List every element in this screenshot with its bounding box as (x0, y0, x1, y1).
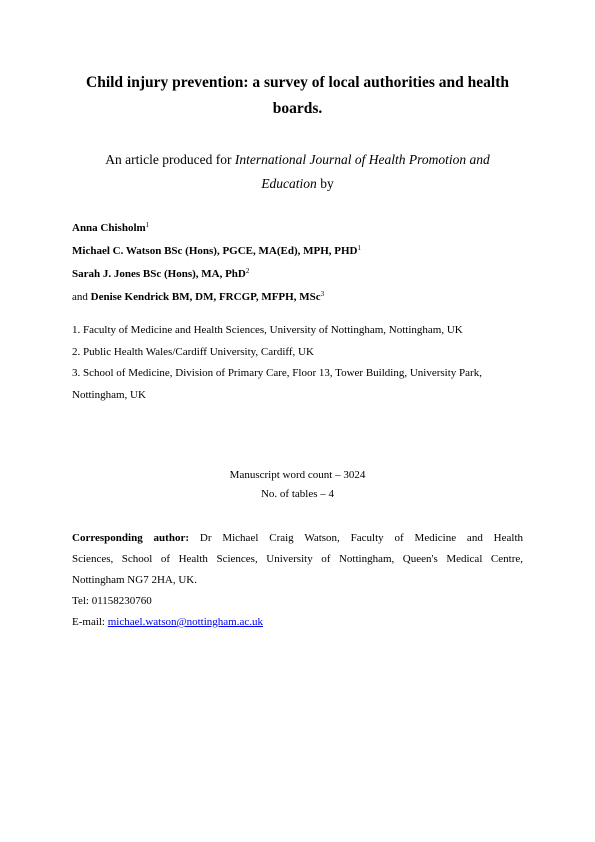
author-row (72, 263, 532, 286)
corresponding-author-label: Corresponding author: (72, 532, 190, 544)
affiliation-line: 2. Public Health Wales/Cardiff University, Cardiff, UK (72, 345, 314, 358)
author-affiliation-marker: 3 (320, 290, 325, 298)
journal-name-line-2: Education (261, 176, 317, 191)
author-row (72, 217, 532, 240)
corresponding-author-line-3: Nottingham NG7 2HA, UK. (72, 574, 197, 586)
email-link[interactable]: michael.watson@nottingham.ac.uk (107, 616, 263, 628)
journal-name-line-1: International Journal of Health Promotion and (234, 152, 490, 167)
author-name: Michael C. Watson BSc (Hons), PGCE, MA(Ed), MPH, PHD (72, 245, 358, 257)
author-row (72, 240, 532, 263)
manuscript-counts (72, 466, 523, 504)
table-count: No. of tables – 4 (260, 488, 334, 500)
affiliation-line: 3. School of Medicine, Division of Primary Care, Floor 13, Tower Building, University Park, (72, 367, 482, 379)
author-list (72, 217, 532, 309)
author-row (72, 286, 532, 309)
affiliation-list (72, 320, 527, 406)
author-affiliation-marker: 1 (145, 221, 150, 229)
affiliation-line: 1. Faculty of Medicine and Health Sciences, University of Nottingham, Nottingham, UK (72, 324, 463, 336)
subtitle-prefix: An article produced for (105, 152, 235, 167)
author-prefix: and (72, 291, 91, 303)
affiliation-line: Nottingham, UK (72, 388, 146, 401)
author-affiliation-marker: 1 (357, 244, 361, 252)
article-subtitle (72, 148, 523, 196)
author-name: Denise Kendrick BM, DM, FRCGP, MFPH, MSc (90, 291, 321, 303)
corresponding-author-block (72, 528, 523, 633)
word-count: Manuscript word count – 3024 (229, 469, 366, 481)
email-label: E-mail: (72, 616, 108, 628)
author-name: Sarah J. Jones BSc (Hons), MA, PhD (72, 268, 246, 280)
author-affiliation-marker: 2 (245, 267, 250, 275)
article-title (72, 70, 523, 122)
telephone: Tel: 01158230760 (72, 595, 152, 607)
title-line-1: Child injury prevention: a survey of local authorities and health (86, 74, 509, 91)
author-name: Anna Chisholm (72, 222, 146, 234)
corresponding-author-line-2: Sciences, School of Health Sciences, University of Nottingham, Queen's Medical Centre, (72, 553, 523, 565)
subtitle-suffix: by (316, 176, 334, 191)
corresponding-author-line-1: Dr Michael Craig Watson, Faculty of Medicine and Health (189, 532, 523, 544)
title-line-2: boards. (272, 100, 323, 117)
